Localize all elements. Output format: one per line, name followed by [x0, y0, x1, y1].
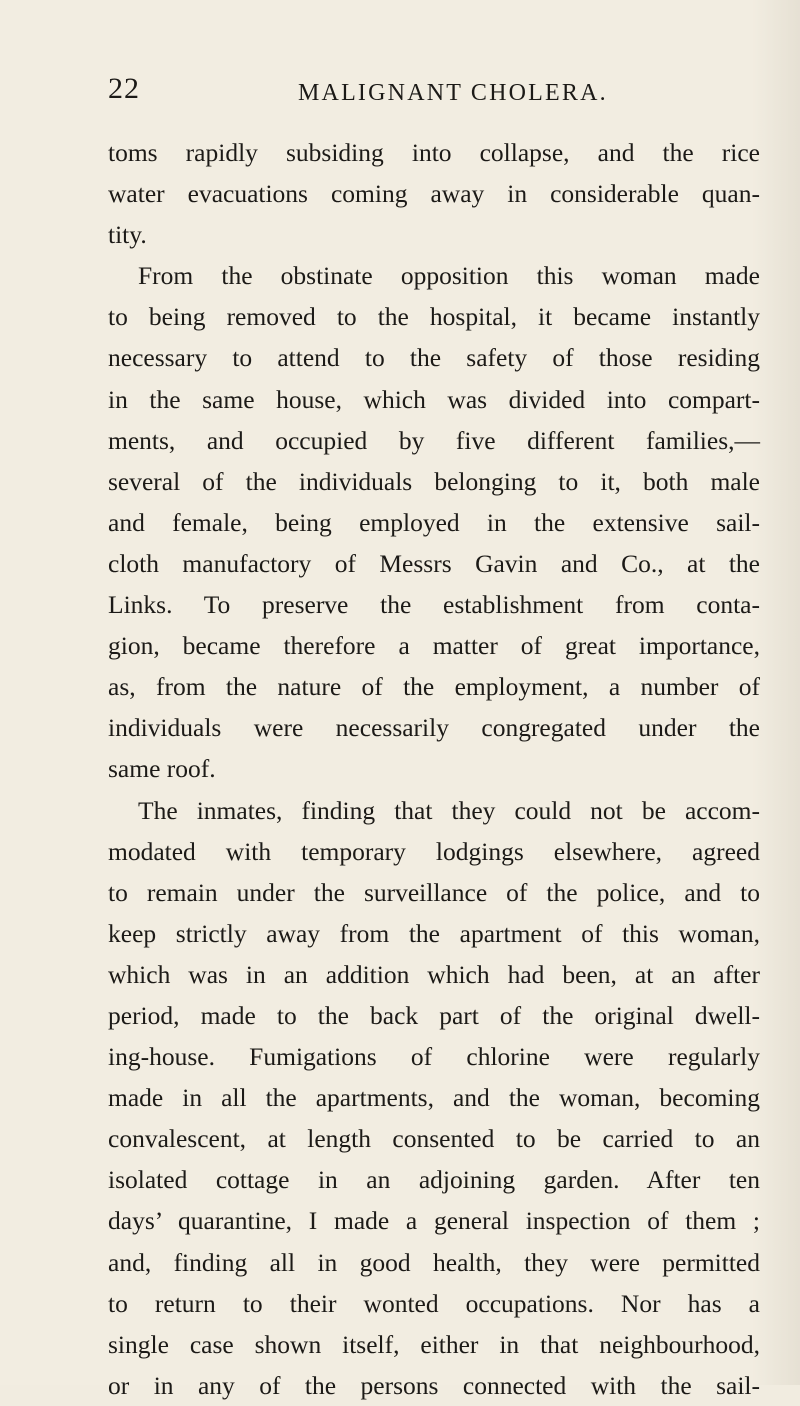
- text-line: ing-house. Fumigations of chlorine were regularly: [108, 1042, 760, 1072]
- text-line: and female, being employed in the extensive sail-: [108, 507, 760, 537]
- text-line: From the obstinate opposition this woman made: [138, 261, 760, 291]
- page-header: [0, 72, 800, 112]
- text-line: several of the individuals belonging to it, both male: [108, 466, 760, 496]
- text-line: The inmates, finding that they could not be accom-: [138, 795, 760, 825]
- text-line: individuals were necessarily congregated under the: [108, 713, 760, 743]
- text-line: keep strictly away from the apartment of this woman,: [108, 918, 760, 948]
- text-line: days’ quarantine, I made a general inspection of them ;: [108, 1206, 760, 1236]
- running-head: MALIGNANT CHOLERA.: [298, 80, 608, 106]
- text-line: as, from the nature of the employment, a number of: [108, 672, 760, 702]
- text-line: Links. To preserve the establishment from conta-: [108, 590, 760, 620]
- text-line: toms rapidly subsiding into collapse, and the rice: [108, 138, 760, 167]
- text-line: necessary to attend to the safety of those residing: [108, 343, 760, 373]
- text-line: ments, and occupied by five different families,—: [108, 425, 760, 455]
- text-line: to remain under the surveillance of the police, and to: [108, 877, 760, 907]
- text-line: to return to their wonted occupations. Nor has a: [108, 1288, 760, 1318]
- page-number: 22: [108, 72, 140, 105]
- text-line: tity.: [108, 220, 147, 250]
- body-text: [108, 132, 760, 1406]
- text-line: made in all the apartments, and the woman, becoming: [108, 1083, 760, 1113]
- text-line: gion, became therefore a matter of great importance,: [108, 631, 760, 661]
- text-line: in the same house, which was divided into compart-: [108, 384, 760, 414]
- text-line: water evacuations coming away in considerable quan-: [108, 179, 760, 209]
- text-line: same roof.: [108, 754, 216, 784]
- text-line: and, finding all in good health, they were permitted: [108, 1247, 760, 1277]
- text-line: single case shown itself, either in that neighbourhood,: [108, 1329, 760, 1359]
- text-line: or in any of the persons connected with the sail-: [108, 1370, 760, 1400]
- text-line: convalescent, at length consented to be carried to an: [108, 1124, 760, 1154]
- text-line: modated with temporary lodgings elsewhere, agreed: [108, 836, 760, 866]
- text-line: to being removed to the hospital, it became instantly: [108, 302, 760, 332]
- text-line: cloth manufactory of Messrs Gavin and Co., at the: [108, 548, 760, 578]
- text-line: period, made to the back part of the original dwell-: [108, 1000, 760, 1030]
- text-line: which was in an addition which had been, at an after: [108, 959, 760, 989]
- text-line: isolated cottage in an adjoining garden. After ten: [108, 1165, 760, 1195]
